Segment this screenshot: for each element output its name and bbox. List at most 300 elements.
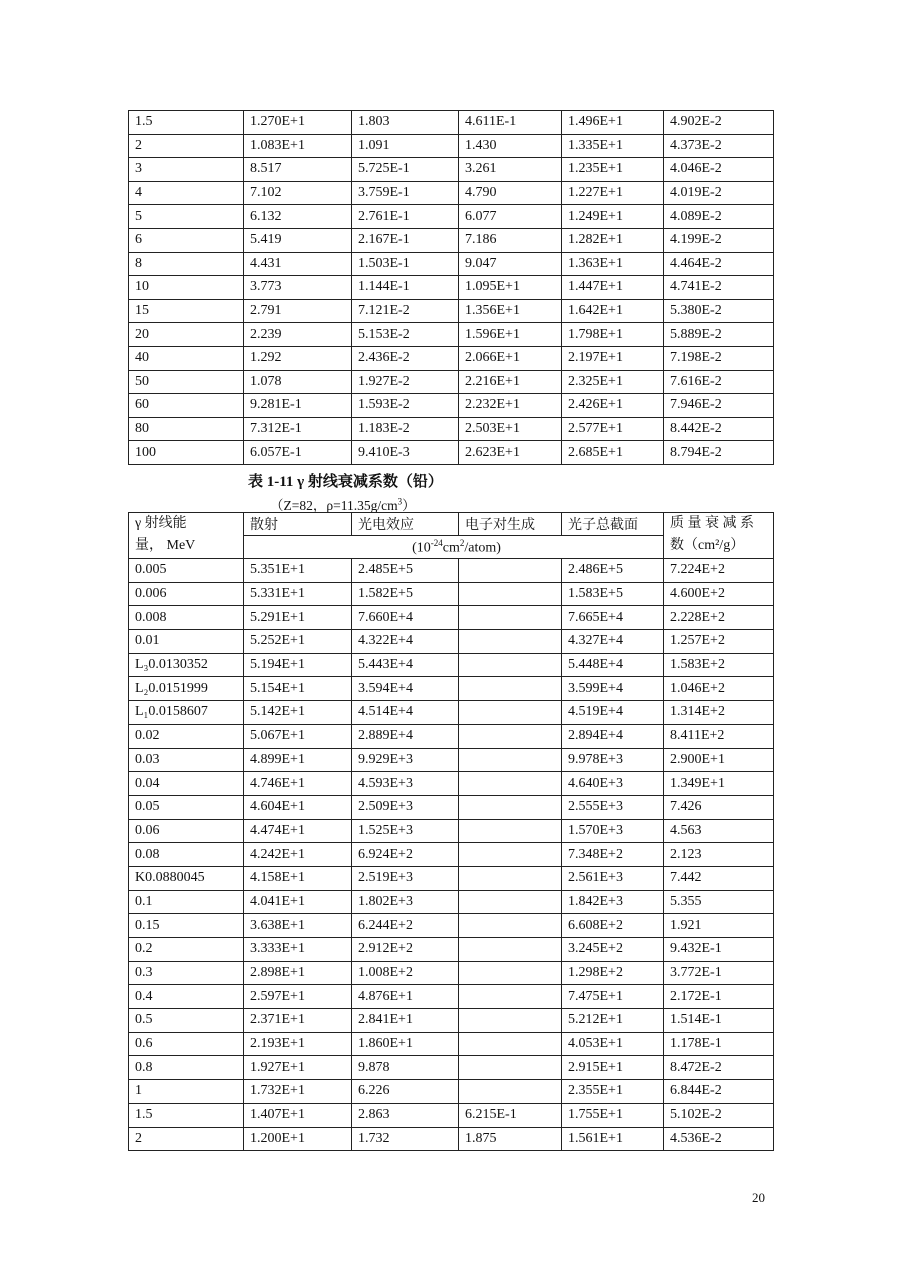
table-cell: 2.791 — [244, 299, 352, 323]
table-cell: 3.261 — [459, 158, 562, 182]
table-cell — [459, 559, 562, 583]
table-2-lead-attenuation — [128, 512, 774, 1151]
table-row — [129, 299, 774, 323]
table-cell: 2.912E+2 — [352, 938, 459, 962]
table-cell: 2.561E+3 — [562, 866, 664, 890]
table-row — [129, 181, 774, 205]
table-cell: 4.746E+1 — [244, 772, 352, 796]
table-cell: 1.235E+1 — [562, 158, 664, 182]
table-cell: 6.844E-2 — [664, 1080, 774, 1104]
table-row — [129, 323, 774, 347]
table-cell: 1.200E+1 — [244, 1127, 352, 1151]
table-cell: 1.447E+1 — [562, 276, 664, 300]
table-cell: 6.132 — [244, 205, 352, 229]
table-cell: 5.331E+1 — [244, 582, 352, 606]
table-cell: 0.03 — [129, 748, 244, 772]
table-cell: 7.946E-2 — [664, 394, 774, 418]
table-cell: 4.876E+1 — [352, 985, 459, 1009]
table-cell: 1.5 — [129, 1103, 244, 1127]
table-cell: 80 — [129, 417, 244, 441]
header-photo: 光电效应 — [352, 513, 459, 536]
table-cell: 2.898E+1 — [244, 961, 352, 985]
table-cell: 1.583E+2 — [664, 653, 774, 677]
table-cell: 7.102 — [244, 181, 352, 205]
table-cell — [459, 1056, 562, 1080]
table-cell: 6.057E-1 — [244, 441, 352, 465]
table-row — [129, 1080, 774, 1104]
table-cell: 7.665E+4 — [562, 606, 664, 630]
table-cell: 0.1 — [129, 890, 244, 914]
table-row — [129, 890, 774, 914]
table-row — [129, 441, 774, 465]
table-cell: 2.889E+4 — [352, 724, 459, 748]
table-row — [129, 677, 774, 701]
table-cell: 1.496E+1 — [562, 111, 664, 135]
table-row — [129, 701, 774, 725]
table-cell: 5.212E+1 — [562, 1009, 664, 1033]
table-row — [129, 914, 774, 938]
table-cell: 7.616E-2 — [664, 370, 774, 394]
table-cell: 5.448E+4 — [562, 653, 664, 677]
table-cell: 4.899E+1 — [244, 748, 352, 772]
table-cell: 8.794E-2 — [664, 441, 774, 465]
table-cell: 2.436E-2 — [352, 346, 459, 370]
table-cell: 4.199E-2 — [664, 228, 774, 252]
table-cell: 7.121E-2 — [352, 299, 459, 323]
table-cell: 5.889E-2 — [664, 323, 774, 347]
header-mass-line1: 质 量 衰 减 系 — [670, 516, 754, 531]
table-cell: 2.900E+1 — [664, 748, 774, 772]
table-cell: 9.978E+3 — [562, 748, 664, 772]
table-cell: 1.144E-1 — [352, 276, 459, 300]
table-row — [129, 1056, 774, 1080]
table-cell: 4.593E+3 — [352, 772, 459, 796]
table-cell: 9.281E-1 — [244, 394, 352, 418]
table-cell: 1.349E+1 — [664, 772, 774, 796]
table-cell: 2.623E+1 — [459, 441, 562, 465]
table-cell — [459, 938, 562, 962]
table-cell: 4 — [129, 181, 244, 205]
table-cell: 9.432E-1 — [664, 938, 774, 962]
unit-mid: cm — [442, 540, 460, 556]
table-cell — [459, 1009, 562, 1033]
table-1-body — [129, 111, 774, 465]
table-cell: 2.167E-1 — [352, 228, 459, 252]
table-cell: 2.915E+1 — [562, 1056, 664, 1080]
table-cell: 9.410E-3 — [352, 441, 459, 465]
table-row — [129, 370, 774, 394]
table-cell: 4.790 — [459, 181, 562, 205]
table-cell: 8.517 — [244, 158, 352, 182]
table-cell: 9.929E+3 — [352, 748, 459, 772]
table-cell: 2 — [129, 1127, 244, 1151]
table-cell: 2.193E+1 — [244, 1032, 352, 1056]
table-cell: 6.608E+2 — [562, 914, 664, 938]
table-cell — [459, 772, 562, 796]
table-row — [129, 134, 774, 158]
table-cell: 0.06 — [129, 819, 244, 843]
table-cell: 0.3 — [129, 961, 244, 985]
table-cell: 2.503E+1 — [459, 417, 562, 441]
table-cell: 2.555E+3 — [562, 795, 664, 819]
table-cell: 4.053E+1 — [562, 1032, 664, 1056]
table-cell: 6.215E-1 — [459, 1103, 562, 1127]
table-cell: 2.123 — [664, 843, 774, 867]
table-cell — [459, 985, 562, 1009]
table-cell: 1.503E-1 — [352, 252, 459, 276]
table-cell — [459, 1080, 562, 1104]
table-cell: 1.083E+1 — [244, 134, 352, 158]
table-cell: 0.005 — [129, 559, 244, 583]
table-cell: 0.04 — [129, 772, 244, 796]
table-cell: 2 — [129, 134, 244, 158]
table-cell: 1.363E+1 — [562, 252, 664, 276]
table-cell: 1.257E+2 — [664, 630, 774, 654]
table-cell: 4.322E+4 — [352, 630, 459, 654]
table-cell: 1.356E+1 — [459, 299, 562, 323]
table-cell: 5.351E+1 — [244, 559, 352, 583]
table-cell: 7.426 — [664, 795, 774, 819]
table-cell: 4.640E+3 — [562, 772, 664, 796]
table-cell: 5.154E+1 — [244, 677, 352, 701]
table-cell: 4.431 — [244, 252, 352, 276]
table-2-header — [129, 513, 774, 559]
table-row — [129, 795, 774, 819]
table-cell: 1.732 — [352, 1127, 459, 1151]
header-pair: 电子对生成 — [459, 513, 562, 536]
table-cell: 5.291E+1 — [244, 606, 352, 630]
table-cell: 0.8 — [129, 1056, 244, 1080]
table-cell: 2.685E+1 — [562, 441, 664, 465]
table-row — [129, 1032, 774, 1056]
table-cell: 0.02 — [129, 724, 244, 748]
table-cell — [459, 866, 562, 890]
table-cell: 5.380E-2 — [664, 299, 774, 323]
table-row — [129, 748, 774, 772]
table-cell: 1.091 — [352, 134, 459, 158]
table-cell: 1.921 — [664, 914, 774, 938]
table-cell: 4.563 — [664, 819, 774, 843]
table-cell: 1.430 — [459, 134, 562, 158]
table-row — [129, 630, 774, 654]
table-cell: 5.355 — [664, 890, 774, 914]
table-cell: 4.089E-2 — [664, 205, 774, 229]
table-cell: 5.419 — [244, 228, 352, 252]
table-cell: 1.582E+5 — [352, 582, 459, 606]
table-cell: 1.514E-1 — [664, 1009, 774, 1033]
table-cell: 2.216E+1 — [459, 370, 562, 394]
table-2-body — [129, 559, 774, 1151]
table-cell — [459, 1032, 562, 1056]
table-cell: 7.660E+4 — [352, 606, 459, 630]
table-cell: 3.773 — [244, 276, 352, 300]
table-cell: 1.583E+5 — [562, 582, 664, 606]
table-cell: 2.325E+1 — [562, 370, 664, 394]
table-cell: 5 — [129, 205, 244, 229]
table-cell: 15 — [129, 299, 244, 323]
header-energy — [129, 513, 244, 559]
table-cell: 4.041E+1 — [244, 890, 352, 914]
table-cell: 2.066E+1 — [459, 346, 562, 370]
table-cell: 1.755E+1 — [562, 1103, 664, 1127]
header-energy-line2: 量， MeV — [135, 538, 196, 553]
table-cell: 8.442E-2 — [664, 417, 774, 441]
unit-prefix: (10 — [412, 540, 431, 556]
table-cell: 2.485E+5 — [352, 559, 459, 583]
table-row — [129, 582, 774, 606]
table-cell: 2.197E+1 — [562, 346, 664, 370]
table-cell — [459, 819, 562, 843]
table-cell: 10 — [129, 276, 244, 300]
table-cell: L₂0.0151999 — [129, 677, 244, 701]
table-cell: K0.0880045 — [129, 866, 244, 890]
table-cell: 2.228E+2 — [664, 606, 774, 630]
table-cell: 1.270E+1 — [244, 111, 352, 135]
table-cell: 0.008 — [129, 606, 244, 630]
table-cell: L₃0.0130352 — [129, 653, 244, 677]
header-energy-line1: γ 射线能 — [135, 516, 187, 531]
table-row — [129, 724, 774, 748]
table-cell: 5.142E+1 — [244, 701, 352, 725]
table-cell: 1.008E+2 — [352, 961, 459, 985]
table-cell: 1.292 — [244, 346, 352, 370]
table-cell: 1.227E+1 — [562, 181, 664, 205]
table-cell: 3.333E+1 — [244, 938, 352, 962]
table-row — [129, 417, 774, 441]
table-cell: 1.927E-2 — [352, 370, 459, 394]
table-1-continued — [128, 110, 774, 465]
table-cell: 6 — [129, 228, 244, 252]
table-cell — [459, 606, 562, 630]
table-cell: 1.927E+1 — [244, 1056, 352, 1080]
header-scatter: 散射 — [244, 513, 352, 536]
table-cell — [459, 724, 562, 748]
table-cell: 1.570E+3 — [562, 819, 664, 843]
table-cell: 3.599E+4 — [562, 677, 664, 701]
table-cell: 4.604E+1 — [244, 795, 352, 819]
table-cell: 1.178E-1 — [664, 1032, 774, 1056]
table-cell: 7.312E-1 — [244, 417, 352, 441]
table-cell: 100 — [129, 441, 244, 465]
table-cell: 5.102E-2 — [664, 1103, 774, 1127]
header-mass — [664, 513, 774, 559]
table-row — [129, 276, 774, 300]
subtitle-prefix: （Z=82，ρ=11.35g/cm — [270, 498, 398, 513]
table-cell: 2.761E-1 — [352, 205, 459, 229]
table-row — [129, 819, 774, 843]
table-cell: 2.863 — [352, 1103, 459, 1127]
table-cell: 2.172E-1 — [664, 985, 774, 1009]
table-row — [129, 346, 774, 370]
table-cell: 4.902E-2 — [664, 111, 774, 135]
table-cell: 3.772E-1 — [664, 961, 774, 985]
table-cell: 1.095E+1 — [459, 276, 562, 300]
table-row — [129, 228, 774, 252]
table-row — [129, 772, 774, 796]
table-row — [129, 1103, 774, 1127]
table-cell: 6.077 — [459, 205, 562, 229]
table-cell — [459, 748, 562, 772]
table-cell: 7.442 — [664, 866, 774, 890]
table-row — [129, 653, 774, 677]
table-cell: 7.475E+1 — [562, 985, 664, 1009]
table-cell: 2.519E+3 — [352, 866, 459, 890]
table-cell: 20 — [129, 323, 244, 347]
table-cell — [459, 890, 562, 914]
page-number: 20 — [752, 1190, 765, 1205]
table-cell: 1.561E+1 — [562, 1127, 664, 1151]
table-row — [129, 843, 774, 867]
table-cell: 0.006 — [129, 582, 244, 606]
table-cell — [459, 701, 562, 725]
table-cell — [459, 843, 562, 867]
table-row — [129, 111, 774, 135]
table-cell: 4.536E-2 — [664, 1127, 774, 1151]
table-cell: 4.611E-1 — [459, 111, 562, 135]
table-cell: 7.224E+2 — [664, 559, 774, 583]
table-cell: 4.519E+4 — [562, 701, 664, 725]
table-cell: L₁0.0158607 — [129, 701, 244, 725]
unit-suffix: /atom) — [464, 540, 501, 556]
table-cell: 50 — [129, 370, 244, 394]
table-cell: 8.411E+2 — [664, 724, 774, 748]
table-cell: 1 — [129, 1080, 244, 1104]
table-cell: 1.642E+1 — [562, 299, 664, 323]
table-cell — [459, 582, 562, 606]
table-cell: 0.5 — [129, 1009, 244, 1033]
table-cell: 1.803 — [352, 111, 459, 135]
table-cell: 4.242E+1 — [244, 843, 352, 867]
table-cell: 1.183E-2 — [352, 417, 459, 441]
table-cell: 60 — [129, 394, 244, 418]
table-row — [129, 866, 774, 890]
table-cell: 4.046E-2 — [664, 158, 774, 182]
table-cell — [459, 795, 562, 819]
table-cell: 1.732E+1 — [244, 1080, 352, 1104]
header-mass-line2: 数（cm²/g） — [670, 538, 745, 553]
table-cell: 7.348E+2 — [562, 843, 664, 867]
table-row — [129, 985, 774, 1009]
table-row — [129, 1127, 774, 1151]
table-cell: 1.046E+2 — [664, 677, 774, 701]
table-cell: 3.759E-1 — [352, 181, 459, 205]
table-cell: 2.486E+5 — [562, 559, 664, 583]
unit-sup: -24 — [430, 537, 443, 548]
table-cell: 40 — [129, 346, 244, 370]
table-cell: 2.894E+4 — [562, 724, 664, 748]
table-cell: 4.327E+4 — [562, 630, 664, 654]
table-cell: 2.232E+1 — [459, 394, 562, 418]
table-cell: 3.594E+4 — [352, 677, 459, 701]
table-row — [129, 394, 774, 418]
table-cell: 3 — [129, 158, 244, 182]
table-cell: 0.15 — [129, 914, 244, 938]
table-cell: 4.019E-2 — [664, 181, 774, 205]
table-cell: 5.194E+1 — [244, 653, 352, 677]
table-cell: 0.2 — [129, 938, 244, 962]
table-cell: 6.226 — [352, 1080, 459, 1104]
table-cell: 1.798E+1 — [562, 323, 664, 347]
table-cell: 5.443E+4 — [352, 653, 459, 677]
table-cell — [459, 677, 562, 701]
table-cell: 8.472E-2 — [664, 1056, 774, 1080]
table-cell: 6.924E+2 — [352, 843, 459, 867]
table-2-title: 表 1-11 γ 射线衰减系数（铅） — [248, 474, 443, 490]
table-row — [129, 559, 774, 583]
unit-sup2: 2 — [459, 537, 465, 548]
table-cell: 4.464E-2 — [664, 252, 774, 276]
table-row — [129, 252, 774, 276]
table-cell: 8 — [129, 252, 244, 276]
table-cell: 0.01 — [129, 630, 244, 654]
table-cell: 1.249E+1 — [562, 205, 664, 229]
table-cell: 0.08 — [129, 843, 244, 867]
table-row — [129, 1009, 774, 1033]
table-cell: 4.600E+2 — [664, 582, 774, 606]
table-cell: 2.426E+1 — [562, 394, 664, 418]
table-cell: 3.638E+1 — [244, 914, 352, 938]
table-cell: 2.371E+1 — [244, 1009, 352, 1033]
table-cell: 3.245E+2 — [562, 938, 664, 962]
table-cell: 4.373E-2 — [664, 134, 774, 158]
table-cell: 6.244E+2 — [352, 914, 459, 938]
table-cell — [459, 630, 562, 654]
subtitle-suffix: ） — [402, 498, 416, 513]
table-cell: 2.841E+1 — [352, 1009, 459, 1033]
table-cell: 9.047 — [459, 252, 562, 276]
table-cell — [459, 653, 562, 677]
table-cell: 1.593E-2 — [352, 394, 459, 418]
table-cell: 5.153E-2 — [352, 323, 459, 347]
table-cell: 2.597E+1 — [244, 985, 352, 1009]
table-cell: 4.474E+1 — [244, 819, 352, 843]
table-cell: 0.05 — [129, 795, 244, 819]
table-cell: 1.078 — [244, 370, 352, 394]
table-cell: 9.878 — [352, 1056, 459, 1080]
table-cell: 1.335E+1 — [562, 134, 664, 158]
table-cell: 2.239 — [244, 323, 352, 347]
table-row — [129, 961, 774, 985]
table-cell: 1.802E+3 — [352, 890, 459, 914]
table-cell: 1.596E+1 — [459, 323, 562, 347]
table-cell: 0.6 — [129, 1032, 244, 1056]
table-cell: 7.186 — [459, 228, 562, 252]
table-cell — [459, 914, 562, 938]
table-cell: 1.860E+1 — [352, 1032, 459, 1056]
table-cell: 1.298E+2 — [562, 961, 664, 985]
table-cell: 1.282E+1 — [562, 228, 664, 252]
table-cell — [459, 961, 562, 985]
subtitle-sup: 3 — [397, 496, 403, 507]
table-cell: 1.875 — [459, 1127, 562, 1151]
table-row — [129, 158, 774, 182]
table-cell: 5.252E+1 — [244, 630, 352, 654]
table-cell: 1.842E+3 — [562, 890, 664, 914]
table-row — [129, 606, 774, 630]
table-2-subtitle — [270, 494, 416, 514]
table-cell: 2.355E+1 — [562, 1080, 664, 1104]
header-unit — [244, 536, 664, 559]
table-row — [129, 938, 774, 962]
table-cell: 2.509E+3 — [352, 795, 459, 819]
table-row — [129, 205, 774, 229]
table-cell: 1.525E+3 — [352, 819, 459, 843]
header-row-1 — [129, 513, 774, 536]
table-cell: 5.067E+1 — [244, 724, 352, 748]
table-cell: 0.4 — [129, 985, 244, 1009]
table-cell: 4.741E-2 — [664, 276, 774, 300]
table-cell: 7.198E-2 — [664, 346, 774, 370]
